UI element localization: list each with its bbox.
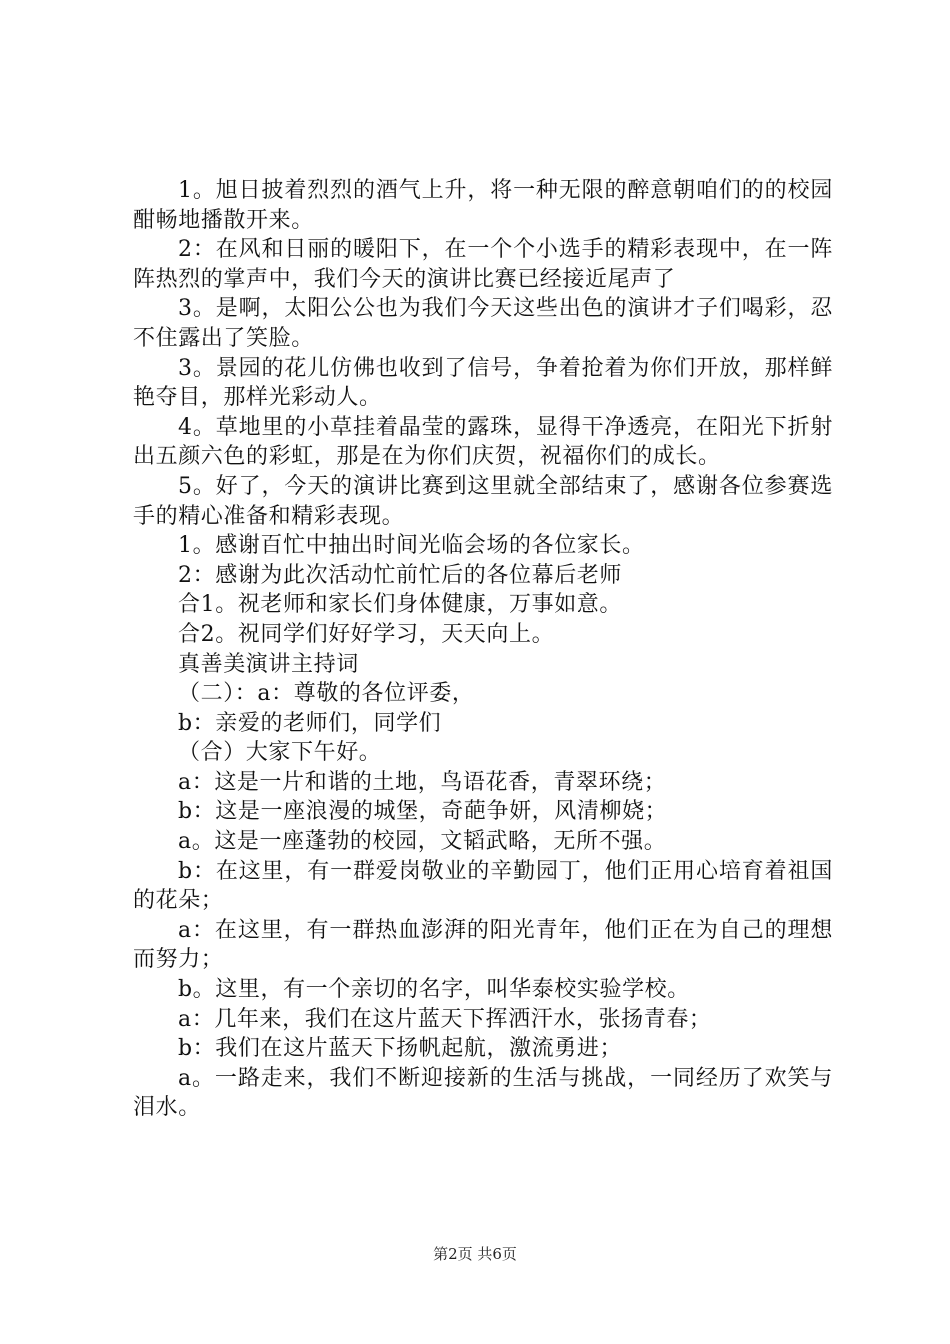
paragraph: a。一路走来，我们不断迎接新的生活与挑战，一同经历了欢笑与泪水。 [133,1065,833,1121]
paragraph: 3。是啊，太阳公公也为我们今天这些出色的演讲才子们喝彩，忍不住露出了笑脸。 [133,296,833,351]
page-number-footer: 第2页 共6页 [433,1245,517,1263]
paragraph: a。这是一座蓬勃的校园，文韬武略，无所不强。 [178,829,667,855]
paragraph: a：这是一片和谐的土地，鸟语花香，青翠环绕； [178,769,667,795]
paragraph: 2：在风和日丽的暖阳下，在一个个小选手的精彩表现中，在一阵阵热烈的掌声中，我们今天的演讲比赛已经接近尾声了 [133,237,833,292]
paragraph: 2：感谢为此次活动忙前忙后的各位幕后老师 [178,562,622,588]
paragraph: 4。草地里的小草挂着晶莹的露珠，显得干净透亮，在阳光下折射出五颜六色的彩虹，那是在为你们庆贺，祝福你们的成长。 [133,414,833,470]
paragraph: 3。景园的花儿仿佛也收到了信号，争着抢着为你们开放，那样鲜艳夺目，那样光彩动人。 [133,355,833,411]
paragraph: b：我们在这片蓝天下扬帆起航，激流勇进； [178,1036,623,1062]
paragraph: 1。旭日披着烈烈的酒气上升，将一种无限的醉意朝咱们的的校园酣畅地播散开来。 [133,178,833,233]
paragraph: 5。好了，今天的演讲比赛到这里就全部结束了，感谢各位参赛选手的精心准备和精彩表现。 [133,473,833,529]
paragraph: a：几年来，我们在这片蓝天下挥洒汗水，张扬青春； [178,1006,712,1032]
document-body [133,176,833,1123]
paragraph: a：在这里，有一群热血澎湃的阳光青年，他们正在为自己的理想而努力； [133,917,833,973]
paragraph: 1。感谢百忙中抽出时间光临会场的各位家长。 [178,533,645,559]
paragraph: b。这里，有一个亲切的名字，叫华泰校实验学校。 [178,977,690,1003]
paragraph: b：这是一座浪漫的城堡，奇葩争妍，风清柳娆； [178,799,668,825]
paragraph: 合2。祝同学们好好学习，天天向上。 [178,621,555,647]
section-title: 真善美演讲主持词 [178,651,359,677]
paragraph: （合）大家下午好。 [178,740,382,766]
paragraph: b：在这里，有一群爱岗敬业的辛勤园丁，他们正用心培育着祖国的花朵； [133,858,833,914]
paragraph: b：亲爱的老师们，同学们 [178,710,442,736]
paragraph: 合1。祝老师和家长们身体健康，万事如意。 [178,592,622,618]
paragraph: （二）：a：尊敬的各位评委， [178,681,475,707]
